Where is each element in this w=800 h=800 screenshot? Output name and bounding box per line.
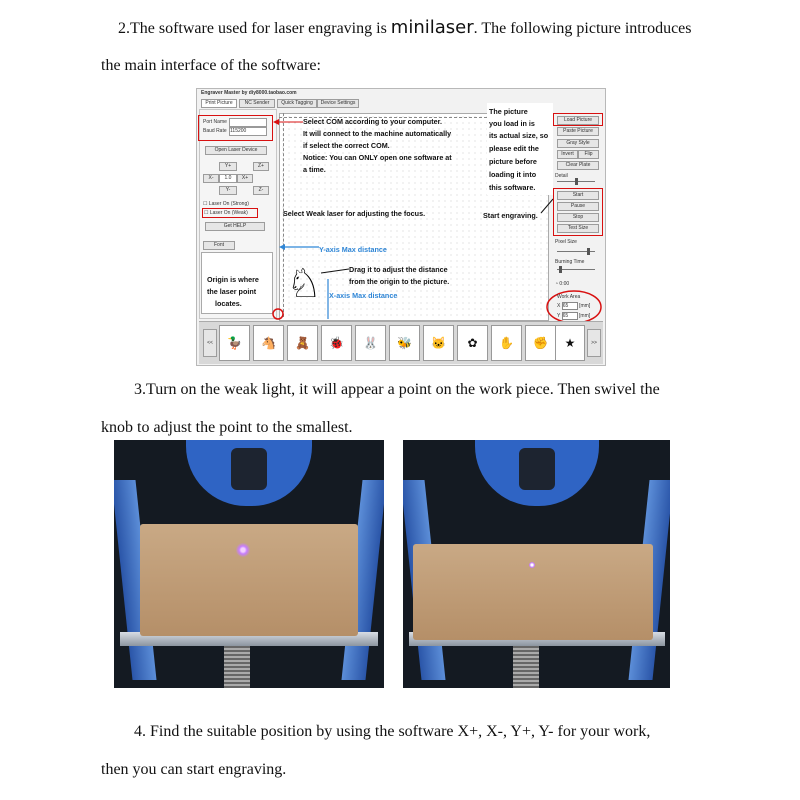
- software-screenshot: [196, 88, 606, 366]
- laser-dot-small: [529, 562, 535, 568]
- wood-block: [140, 524, 358, 636]
- invert-button[interactable]: Invert: [557, 150, 578, 159]
- notice-line2: a time.: [303, 165, 326, 174]
- thumbnail-ladybug[interactable]: 🐞: [321, 325, 352, 361]
- thumbnail-bee[interactable]: 🐝: [389, 325, 420, 361]
- step4-line1: 4. Find the suitable position by using the software X+, X-, Y+, Y- for your work,: [134, 723, 651, 740]
- work-area-label: Work Area: [557, 294, 581, 300]
- picture-line6: loading it into: [489, 170, 537, 179]
- step3-line1: 3.Turn on the weak light, it will appear a point on the work piece. Then swivel the: [134, 381, 660, 398]
- thumbnail-flower[interactable]: ✿: [457, 325, 488, 361]
- picture-line4: please edit the: [489, 144, 539, 153]
- preview-picture[interactable]: ♘: [286, 262, 322, 306]
- software-name: minilaser: [390, 17, 474, 38]
- detail-slider[interactable]: [557, 181, 595, 182]
- lead-screw: [224, 646, 250, 688]
- port-select[interactable]: [229, 118, 267, 127]
- laser-nozzle: [519, 448, 555, 490]
- drag-annotation-line2: from the origin to the picture.: [349, 277, 450, 286]
- port-name-label: Port Name: [203, 119, 227, 125]
- pause-button[interactable]: Pause: [557, 202, 599, 211]
- com-annotation-line1: Select COM according to your computer.: [303, 117, 442, 126]
- laser-weak-checkbox[interactable]: ☐ Laser On (Weak): [204, 210, 248, 216]
- clear-plate-button[interactable]: Clear Plate: [557, 161, 599, 170]
- baud-rate-label: Baud Rate: [203, 128, 227, 134]
- x-minus-button[interactable]: X-: [203, 174, 219, 183]
- laser-strong-checkbox[interactable]: ☐ Laser On (Strong): [203, 201, 249, 207]
- start-button[interactable]: Start: [557, 191, 599, 200]
- weak-laser-annotation: Select Weak laser for adjusting the focus.: [283, 209, 426, 218]
- wood-block: [413, 544, 653, 640]
- pixel-size-slider[interactable]: [557, 251, 595, 252]
- work-x-field[interactable]: 65: [562, 302, 578, 310]
- get-help-button[interactable]: Get HELP: [205, 222, 265, 231]
- tab-quick-tagging[interactable]: Quick Tagging: [277, 99, 317, 108]
- test-size-button[interactable]: Test Size: [557, 224, 599, 233]
- photo-focused-spot: [403, 440, 670, 688]
- drag-arrow: [319, 265, 349, 275]
- flip-button[interactable]: Flip: [578, 150, 599, 159]
- photo-weak-light-spot: [114, 440, 384, 688]
- thumbnail-fist[interactable]: ✊: [525, 325, 556, 361]
- y-axis-label: Y-axis Max distance: [319, 245, 387, 254]
- notice-line1: Notice: You can ONLY open one software at: [303, 153, 452, 162]
- y-minus-button[interactable]: Y-: [219, 186, 237, 195]
- thumbnail-rabbit[interactable]: 🐰: [355, 325, 386, 361]
- gray-style-button[interactable]: Gray Style: [557, 139, 599, 148]
- thumbnail-horse[interactable]: 🐴: [253, 325, 284, 361]
- picture-annotation: [487, 103, 553, 195]
- step2-line2: the main interface of the software:: [101, 57, 321, 74]
- stop-button[interactable]: Stop: [557, 213, 599, 222]
- picture-line2: you load in is: [489, 119, 535, 128]
- thumbnail-star[interactable]: ★: [555, 325, 585, 361]
- origin-circle: [271, 307, 285, 321]
- tab-print-picture[interactable]: Print Picture: [201, 99, 237, 108]
- work-y-field[interactable]: 65: [562, 312, 578, 320]
- drag-annotation-line1: Drag it to adjust the distance: [349, 265, 448, 274]
- thumbnail-cat[interactable]: 🐱: [423, 325, 454, 361]
- load-picture-button[interactable]: Load Picture: [557, 116, 599, 125]
- picture-line7: this software.: [489, 183, 536, 192]
- open-device-button[interactable]: Open Laser Device: [205, 146, 267, 155]
- picture-line1: The picture: [489, 107, 528, 116]
- step3-line2: knob to adjust the point to the smallest.: [101, 419, 353, 436]
- work-x-row: X 65 [mm]: [557, 303, 591, 309]
- com-annotation-line2: It will connect to the machine automatically: [303, 129, 452, 138]
- font-button[interactable]: Font: [203, 241, 235, 250]
- y-plus-button[interactable]: Y+: [219, 162, 237, 171]
- time-readout: ◔ 0:00: [555, 281, 570, 287]
- step4-line2: then you can start engraving.: [101, 761, 287, 778]
- next-thumbnails-button[interactable]: >>: [587, 329, 601, 357]
- picture-line3: its actual size, so: [489, 131, 549, 140]
- step2-line1: 2.The software used for laser engraving is minilaser. The following picture introduces: [118, 17, 692, 38]
- step-field[interactable]: 1.0: [219, 174, 237, 183]
- y-axis-arrow: [279, 241, 319, 253]
- laser-nozzle: [231, 448, 267, 490]
- thumbnail-bear[interactable]: 🧸: [287, 325, 318, 361]
- com-arrow: [273, 118, 303, 126]
- prev-thumbnails-button[interactable]: <<: [203, 329, 217, 357]
- x-axis-label: X-axis Max distance: [329, 291, 398, 300]
- origin-line2: the laser point: [207, 287, 257, 296]
- com-annotation-line3: if select the correct COM.: [303, 141, 390, 150]
- pixel-size-label: Pixel Size: [555, 239, 577, 245]
- clock-icon: ◔: [555, 281, 559, 287]
- burning-time-label: Burning Time: [555, 259, 585, 265]
- origin-line3: locates.: [215, 299, 242, 308]
- picture-line5: picture before: [489, 157, 537, 166]
- paste-picture-button[interactable]: Paste Picture: [557, 127, 599, 136]
- z-minus-button[interactable]: Z-: [253, 186, 269, 195]
- origin-line1: Origin is where: [207, 275, 259, 284]
- baud-select[interactable]: 115200: [229, 127, 267, 136]
- x-plus-button[interactable]: X+: [237, 174, 253, 183]
- detail-label: Detail: [555, 173, 568, 179]
- z-plus-button[interactable]: Z+: [253, 162, 269, 171]
- burning-time-slider[interactable]: [557, 269, 595, 270]
- origin-annotation-box: [203, 269, 269, 313]
- tab-nc-sender[interactable]: NC Sender: [239, 99, 275, 108]
- window-title: Engraver Master by diy8000.taobao.com: [201, 90, 297, 96]
- start-engraving-annotation: Start engraving.: [483, 211, 538, 220]
- laser-dot-large: [236, 543, 250, 557]
- lead-screw: [513, 646, 539, 688]
- work-y-row: Y 65 [mm]: [557, 313, 591, 319]
- thumbnail-hand[interactable]: ✋: [491, 325, 522, 361]
- thumbnail-duck[interactable]: 🦆: [219, 325, 250, 361]
- tab-device-settings[interactable]: Device Settings: [317, 99, 359, 108]
